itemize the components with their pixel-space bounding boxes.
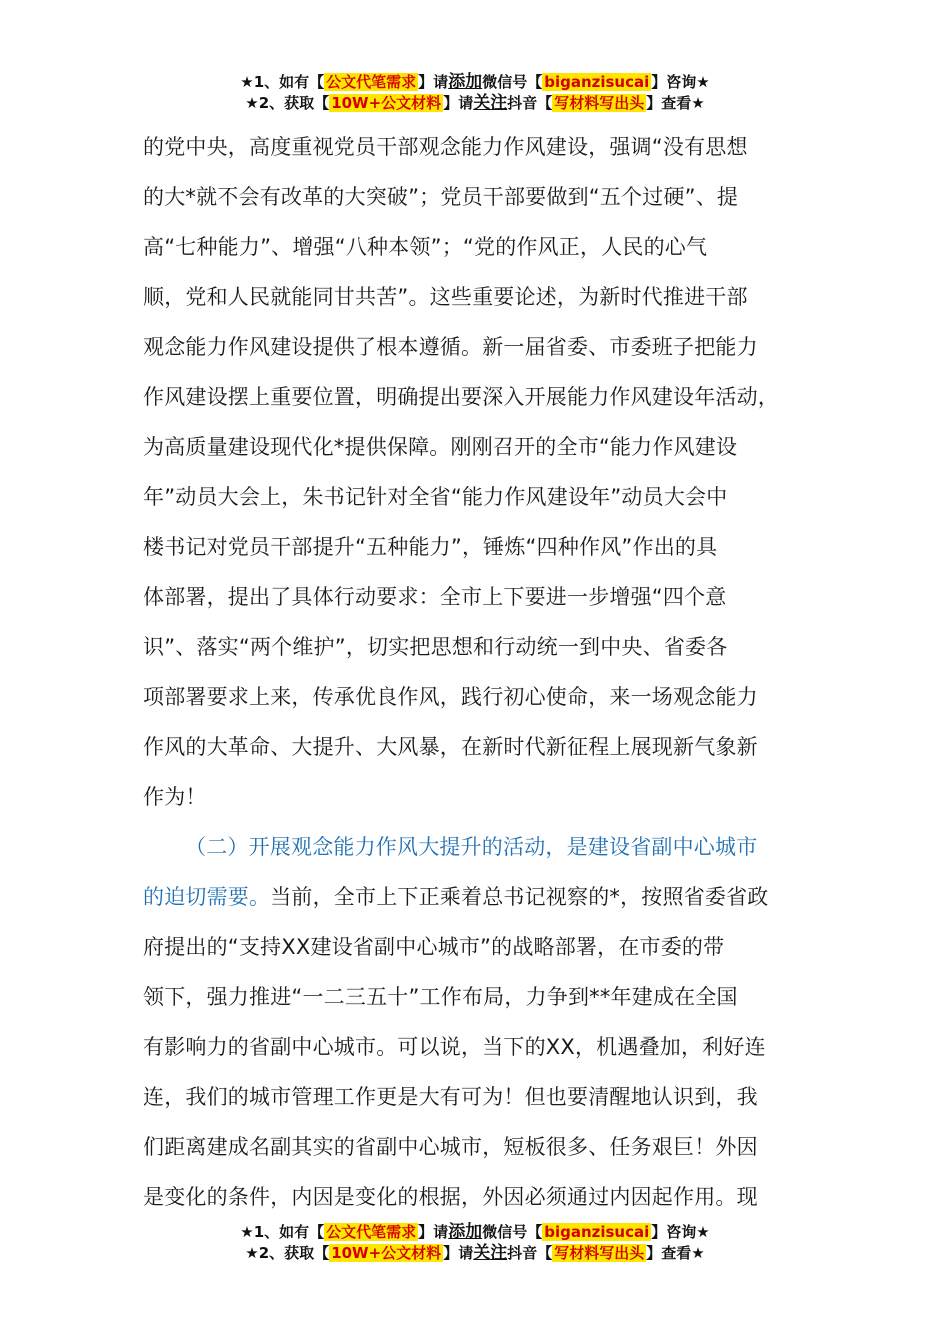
banner-text: 】咨询★ bbox=[651, 73, 710, 91]
banner-highlight: biganzisucai bbox=[544, 73, 650, 91]
banner-text: 】请 bbox=[443, 94, 474, 112]
banner-text: ★1、如有【 bbox=[240, 73, 325, 91]
banner-text: 抖音【 bbox=[507, 94, 553, 112]
section-heading-tail: 的迫切需要。 bbox=[143, 885, 271, 909]
banner-text: 】请 bbox=[418, 1223, 449, 1241]
banner-text: ★2、获取【 bbox=[245, 1244, 330, 1262]
paragraph-line: 高“七种能力”、增强“八种本领”；“党的作风正，人民的心气 bbox=[143, 235, 708, 259]
banner-emphasis: 添加 bbox=[448, 1222, 483, 1242]
paragraph-line: 年”动员大会上，朱书记针对全省“能力作风建设年”动员大会中 bbox=[143, 485, 728, 509]
paragraph-line: 顺，党和人民就能同甘共苦”。这些重要论述，为新时代推进干部 bbox=[143, 285, 748, 309]
paragraph-line: 楼书记对党员干部提升“五种能力”，锤炼“四种作风”作出的具 bbox=[143, 535, 718, 559]
banner-text: 抖音【 bbox=[507, 1244, 553, 1262]
paragraph-line: 项部署要求上来，传承优良作风，践行初心使命，来一场观念能力 bbox=[143, 685, 758, 709]
header-banner bbox=[0, 72, 950, 114]
banner-line-2 bbox=[0, 1243, 950, 1264]
paragraph-text: 当前，全市上下正乘着总书记视察的*，按照省委省政 bbox=[270, 885, 769, 909]
footer-banner bbox=[0, 1222, 950, 1264]
banner-text: 】查看★ bbox=[646, 94, 705, 112]
banner-text: 】请 bbox=[418, 73, 449, 91]
banner-line-1 bbox=[0, 72, 950, 93]
banner-text: 微信号【 bbox=[482, 1223, 543, 1241]
paragraph-line bbox=[143, 872, 811, 922]
banner-highlight: 10W+公文材料 bbox=[331, 1244, 442, 1262]
banner-highlight: 写材料写出头 bbox=[554, 1244, 645, 1262]
paragraph-line: 连，我们的城市管理工作更是大有可为！但也要清醒地认识到，我 bbox=[143, 1085, 758, 1109]
banner-text: 微信号【 bbox=[482, 73, 543, 91]
paragraph-line: 府提出的“支持XX建设省副中心城市”的战略部署，在市委的带 bbox=[143, 935, 725, 959]
paragraph-line: 的大*就不会有改革的大突破”；党员干部要做到“五个过硬”、提 bbox=[143, 185, 739, 209]
paragraph-line: 们距离建成名副其实的省副中心城市，短板很多、任务艰巨！外因 bbox=[143, 1135, 758, 1159]
banner-text: 】请 bbox=[443, 1244, 474, 1262]
banner-text: 】咨询★ bbox=[651, 1223, 710, 1241]
banner-highlight: 10W+公文材料 bbox=[331, 94, 442, 112]
paragraph-line: 体部署，提出了具体行动要求：全市上下要进一步增强“四个意 bbox=[143, 585, 727, 609]
banner-text: 】查看★ bbox=[646, 1244, 705, 1262]
paragraph-line: 领下，强力推进“一二三五十”工作布局，力争到**年建成在全国 bbox=[143, 985, 738, 1009]
paragraph-line: 是变化的条件，内因是变化的根据，外因必须通过内因起作用。现 bbox=[143, 1185, 758, 1209]
banner-line-2 bbox=[0, 93, 950, 114]
banner-text: ★1、如有【 bbox=[240, 1223, 325, 1241]
banner-highlight: biganzisucai bbox=[544, 1223, 650, 1241]
paragraph-line: 作风建设摆上重要位置，明确提出要深入开展能力作风建设年活动， bbox=[143, 385, 779, 409]
paragraph-line: 识”、落实“两个维护”，切实把思想和行动统一到中央、省委各 bbox=[143, 635, 728, 659]
banner-text: ★2、获取【 bbox=[245, 94, 330, 112]
paragraph-line: 作风的大革命、大提升、大风暴，在新时代新征程上展现新气象新 bbox=[143, 735, 758, 759]
document-body bbox=[143, 122, 811, 1222]
paragraph-line: 作为！ bbox=[143, 785, 207, 809]
paragraph-line: 有影响力的省副中心城市。可以说，当下的XX，机遇叠加，利好连 bbox=[143, 1035, 766, 1059]
banner-line-1 bbox=[0, 1222, 950, 1243]
banner-highlight: 写材料写出头 bbox=[554, 94, 645, 112]
banner-emphasis: 关注 bbox=[473, 93, 508, 113]
paragraph-line: 的党中央，高度重视党员干部观念能力作风建设，强调“没有思想 bbox=[143, 135, 748, 159]
banner-highlight: 公文代笔需求 bbox=[326, 1223, 417, 1241]
paragraph-line: 为高质量建设现代化*提供保障。刚刚召开的全市“能力作风建设 bbox=[143, 435, 738, 459]
banner-emphasis: 添加 bbox=[448, 72, 483, 92]
paragraph-line: 观念能力作风建设提供了根本遵循。新一届省委、市委班子把能力 bbox=[143, 335, 758, 359]
banner-highlight: 公文代笔需求 bbox=[326, 73, 417, 91]
banner-emphasis: 关注 bbox=[473, 1243, 508, 1263]
section-heading: （二）开展观念能力作风大提升的活动，是建设省副中心城市 bbox=[185, 835, 758, 859]
